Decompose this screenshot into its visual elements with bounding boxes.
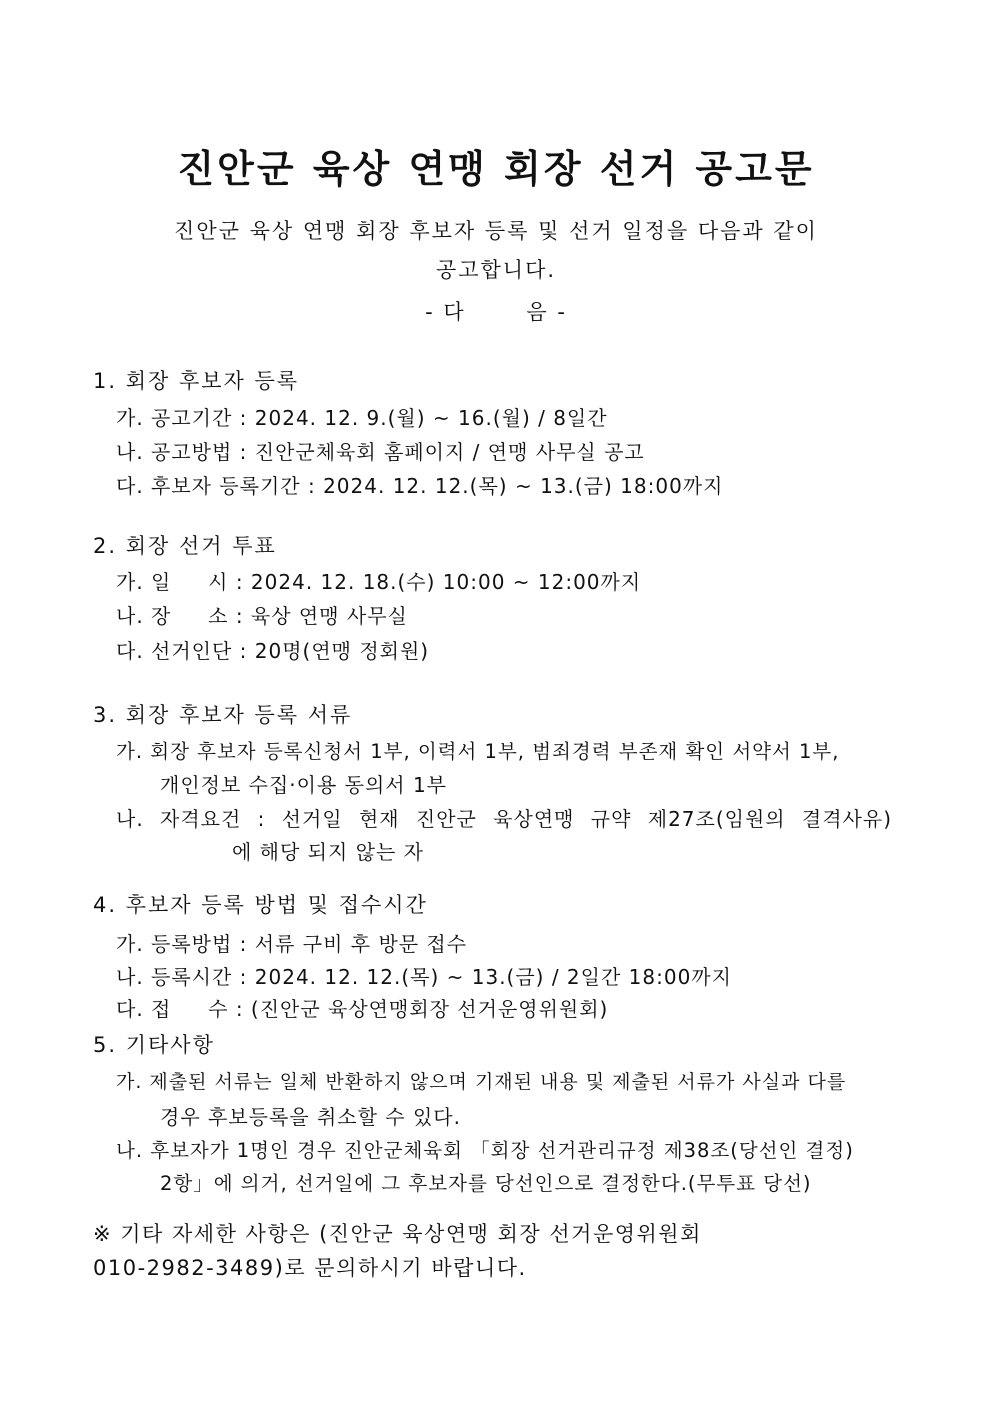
section-2-item-a: 가. 일 시 : 2024. 12. 18.(수) 10:00 ~ 12:00까지 [116, 570, 642, 594]
section-1-item-b: 나. 공고방법 : 진안군체육회 홈페이지 / 연맹 사무실 공고 [116, 440, 645, 464]
section-2-heading: 2. 회장 선거 투표 [93, 534, 277, 558]
section-4-item-b: 나. 등록시간 : 2024. 12. 12.(목) ~ 13.(금) / 2일간 18:00까지 [116, 965, 732, 989]
note-heading: - 다 음 - [425, 300, 567, 324]
section-5-item-a-line-2: 경우 후보등록을 취소할 수 있다. [160, 1105, 461, 1129]
section-5-heading: 5. 기타사항 [93, 1033, 215, 1057]
section-3-heading: 3. 회장 후보자 등록 서류 [93, 703, 353, 727]
section-5-item-b-line-1: 나. 후보자가 1명인 경우 진안군체육회 「회장 선거관리규정 제38조(당선인 결정) [116, 1139, 854, 1162]
section-2-item-b: 나. 장 소 : 육상 연맹 사무실 [116, 604, 408, 628]
section-1-item-c: 다. 후보자 등록기간 : 2024. 12. 12.(목) ~ 13.(금) 18:00까지 [116, 474, 724, 498]
section-5-item-a-line-1: 가. 제출된 서류는 일체 반환하지 않으며 기재된 내용 및 제출된 서류가 사실과 다를 [116, 1071, 847, 1093]
section-3-item-b-line-1: 나. 자격요건 : 선거일 현재 진안군 육상연맹 규약 제27조(임원의 결격사유) [116, 807, 892, 831]
section-1-item-a: 가. 공고기간 : 2024. 12. 9.(월) ~ 16.(월) / 8일간 [116, 406, 608, 430]
section-3-item-a-line-2: 개인정보 수집·이용 동의서 1부 [160, 773, 447, 797]
section-4-item-a: 가. 등록방법 : 서류 구비 후 방문 접수 [116, 932, 468, 956]
intro-line-1: 진안군 육상 연맹 회장 후보자 등록 및 선거 일정을 다음과 같이 [174, 219, 818, 243]
section-5-item-b-line-2: 2항」에 의거, 선거일에 그 후보자를 당선인으로 결정한다.(무투표 당선) [160, 1172, 812, 1195]
footer-line-2: 010-2982-3489)로 문의하시기 바랍니다. [93, 1256, 527, 1280]
footer-line-1: ※ 기타 자세한 사항은 (진안군 육상연맹 회장 선거운영위원회 [93, 1222, 702, 1246]
section-3-item-b-line-2: 에 해당 되지 않는 자 [232, 840, 424, 864]
section-1-heading: 1. 회장 후보자 등록 [93, 369, 300, 393]
section-3-item-a-line-1: 가. 회장 후보자 등록신청서 1부, 이력서 1부, 범죄경력 부존재 확인 서약서 1부, [116, 740, 840, 763]
intro-line-2: 공고합니다. [435, 258, 557, 282]
page-title: 진안군 육상 연맹 회장 선거 공고문 [177, 147, 815, 191]
section-2-item-c: 다. 선거인단 : 20명(연맹 정회원) [116, 639, 430, 663]
section-4-heading: 4. 후보자 등록 방법 및 접수시간 [93, 893, 428, 917]
section-4-item-c: 다. 접 수 : (진안군 육상연맹회장 선거운영위원회) [116, 997, 609, 1021]
